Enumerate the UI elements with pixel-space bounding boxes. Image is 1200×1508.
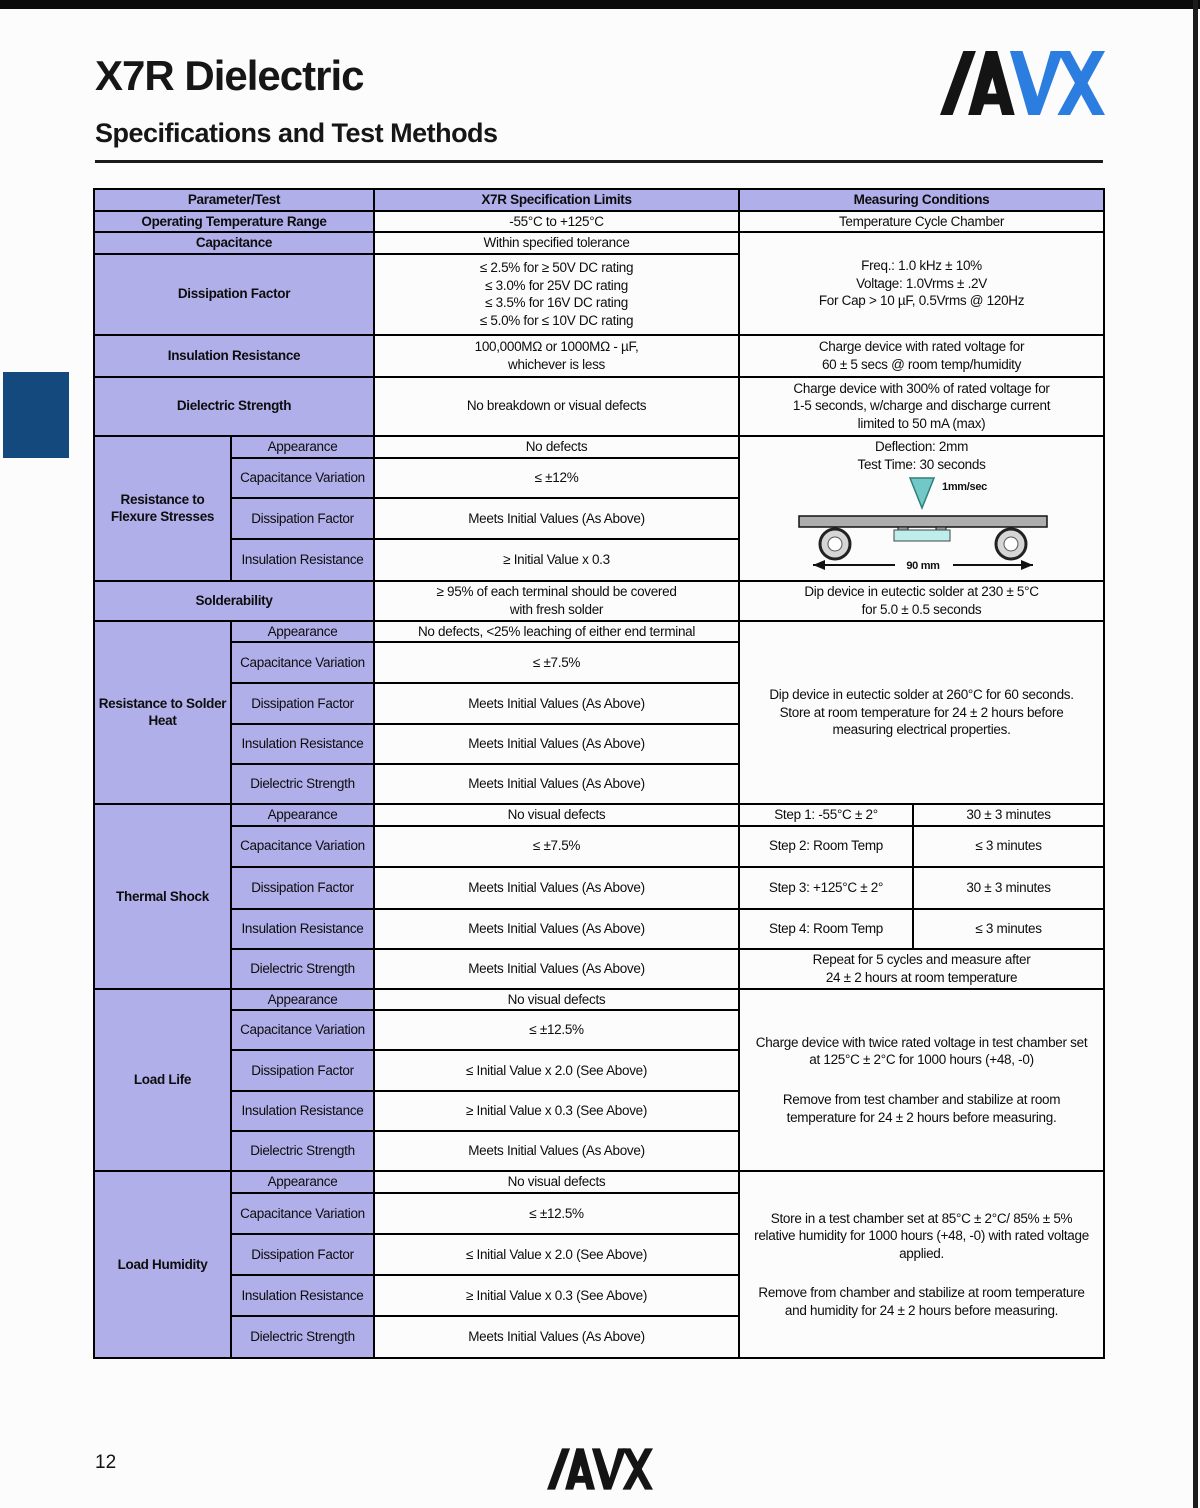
- cond-insulation-resistance: [739, 335, 1104, 377]
- spec-thermal-appearance: No visual defects: [374, 804, 739, 826]
- cond-flexure-line: Test Time: 30 seconds: [857, 456, 986, 472]
- param-solderability: Solderability: [94, 581, 374, 621]
- page-right-border: [1193, 0, 1198, 1508]
- cond-operating-temp: Temperature Cycle Chamber: [739, 211, 1104, 233]
- avx-logo-icon: [940, 50, 1105, 121]
- param-dissipation-factor: Dissipation Factor: [94, 254, 374, 335]
- cond-flexure: [739, 436, 1104, 581]
- col-header-parameter: Parameter/Test: [94, 189, 374, 211]
- param-operating-temp: Operating Temperature Range: [94, 211, 374, 233]
- sublabel-flexure-ir: Insulation Resistance: [231, 539, 374, 581]
- page-top-border: [0, 0, 1200, 9]
- sublabel-loadlife-df: Dissipation Factor: [231, 1050, 374, 1091]
- spec-ir-line: whichever is less: [508, 356, 605, 372]
- col-header-measuring: Measuring Conditions: [739, 189, 1104, 211]
- sublabel-loadhum-capvar: Capacitance Variation: [231, 1193, 374, 1234]
- row-thermal-df: [94, 867, 1104, 909]
- sublabel-thermal-df: Dissipation Factor: [231, 867, 374, 909]
- cond-solderability-line: for 5.0 ± 0.5 seconds: [861, 601, 982, 617]
- cond-thermal-time2: ≤ 3 minutes: [913, 826, 1104, 867]
- page-number: 12: [95, 1452, 117, 1473]
- spec-operating-temp: -55°C to +125°C: [374, 211, 739, 233]
- param-load-life: Load Life: [94, 989, 231, 1172]
- spec-solderheat-ir: Meets Initial Values (As Above): [374, 724, 739, 764]
- page-subtitle: Specifications and Test Methods: [95, 118, 498, 148]
- cond-thermal-note-line: 24 ± 2 hours at room temperature: [825, 969, 1018, 985]
- spec-loadhum-capvar: ≤ ±12.5%: [374, 1193, 739, 1234]
- cond-capacitance-df: [739, 232, 1104, 335]
- diagram-span-label: 90 mm: [905, 560, 940, 573]
- row-thermal-capvar: [94, 826, 1104, 867]
- avx-footer-logo-icon: [547, 1448, 653, 1495]
- sublabel-thermal-appearance: Appearance: [231, 804, 374, 826]
- row-thermal-ir: [94, 909, 1104, 949]
- cond-thermal-note: [739, 949, 1104, 989]
- spec-loadlife-df: ≤ Initial Value x 2.0 (See Above): [374, 1050, 739, 1091]
- sublabel-thermal-capvar: Capacitance Variation: [231, 826, 374, 867]
- spec-loadlife-ir: ≥ Initial Value x 0.3 (See Above): [374, 1091, 739, 1131]
- spec-solderability-line: ≥ 95% of each terminal should be covered: [436, 584, 677, 600]
- cond-flexure-text: [743, 438, 1100, 474]
- spec-thermal-ir: Meets Initial Values (As Above): [374, 909, 739, 949]
- cond-df-line: For Cap > 10 µF, 0.5Vrms @ 120Hz: [818, 293, 1025, 309]
- sublabel-loadhum-appearance: Appearance: [231, 1171, 374, 1193]
- cond-thermal-step1: Step 1: -55°C ± 2°: [739, 804, 913, 826]
- cond-thermal-time1: 30 ± 3 minutes: [913, 804, 1104, 826]
- col-header-spec-limits: X7R Specification Limits: [374, 189, 739, 211]
- spec-solderability-line: with fresh solder: [509, 601, 604, 617]
- param-insulation-resistance: Insulation Resistance: [94, 335, 374, 377]
- spec-flexure-appearance: No defects: [374, 436, 739, 458]
- cond-thermal-step2: Step 2: Room Temp: [739, 826, 913, 867]
- spec-loadhum-ir: ≥ Initial Value x 0.3 (See Above): [374, 1275, 739, 1316]
- row-thermal-ds: [94, 949, 1104, 989]
- sublabel-loadlife-capvar: Capacitance Variation: [231, 1010, 374, 1050]
- cond-thermal-time4: ≤ 3 minutes: [913, 909, 1104, 949]
- spec-solderheat-capvar: ≤ ±7.5%: [374, 642, 739, 683]
- specifications-table: [93, 188, 1105, 1359]
- spec-thermal-capvar: ≤ ±7.5%: [374, 826, 739, 867]
- param-thermal-shock: Thermal Shock: [94, 804, 231, 989]
- sublabel-solderheat-capvar: Capacitance Variation: [231, 642, 374, 683]
- row-flexure-appearance: [94, 436, 1104, 458]
- sublabel-solderheat-appearance: Appearance: [231, 621, 374, 643]
- row-dielectric-strength: [94, 377, 1104, 436]
- sublabel-loadhum-ir: Insulation Resistance: [231, 1275, 374, 1316]
- cond-thermal-note-line: Repeat for 5 cycles and measure after: [812, 952, 1031, 968]
- cond-loadlife-para: Charge device with twice rated voltage in test chamber set at 125°C ± 2°C for 1000 hours (+48, -0): [755, 1034, 1088, 1068]
- cond-load-life: [739, 989, 1104, 1172]
- sublabel-flexure-df: Dissipation Factor: [231, 498, 374, 539]
- cond-thermal-step3: Step 3: +125°C ± 2°: [739, 867, 913, 909]
- title-rule: [95, 160, 1103, 163]
- spec-df-line: ≤ 2.5% for ≥ 50V DC rating: [479, 260, 634, 276]
- row-capacitance: [94, 232, 1104, 254]
- section-index-tab: [3, 372, 69, 458]
- sublabel-thermal-ds: Dielectric Strength: [231, 949, 374, 989]
- spec-loadlife-capvar: ≤ ±12.5%: [374, 1010, 739, 1050]
- sublabel-solderheat-ir: Insulation Resistance: [231, 724, 374, 764]
- row-operating-temp-range: [94, 211, 1104, 233]
- spec-solderheat-df: Meets Initial Values (As Above): [374, 683, 739, 724]
- cond-loadhum-para: Store in a test chamber set at 85°C ± 2°C/ 85% ± 5% relative humidity for 1000 hours (+48, -0) with rated voltage applied.: [754, 1210, 1089, 1261]
- diagram-rate-label: 1mm/sec: [941, 481, 987, 494]
- cond-ds-line: limited to 50 mA (max): [857, 415, 986, 431]
- spec-solderheat-appearance: No defects, <25% leaching of either end terminal: [374, 621, 739, 643]
- row-solderability: [94, 581, 1104, 621]
- flexure-test-diagram: [767, 474, 1077, 574]
- spec-loadlife-ds: Meets Initial Values (As Above): [374, 1131, 739, 1171]
- spec-loadhum-appearance: No visual defects: [374, 1171, 739, 1193]
- sublabel-flexure-appearance: Appearance: [231, 436, 374, 458]
- spec-dissipation-factor: [374, 254, 739, 335]
- sublabel-loadlife-ir: Insulation Resistance: [231, 1091, 374, 1131]
- cond-solderability-line: Dip device in eutectic solder at 230 ± 5°C: [804, 584, 1039, 600]
- cond-ds-line: 1-5 seconds, w/charge and discharge current: [792, 398, 1051, 414]
- spec-df-line: ≤ 3.0% for 25V DC rating: [485, 277, 628, 293]
- cond-ir-line: 60 ± 5 secs @ room temp/humidity: [821, 356, 1022, 372]
- spec-flexure-ir: ≥ Initial Value x 0.3: [374, 539, 739, 581]
- param-dielectric-strength: Dielectric Strength: [94, 377, 374, 436]
- param-flexure: Resistance to Flexure Stresses: [94, 436, 231, 581]
- cond-dielectric-strength: [739, 377, 1104, 436]
- table-header-row: [94, 189, 1104, 211]
- row-thermal-appearance: [94, 804, 1104, 826]
- spec-solderheat-ds: Meets Initial Values (As Above): [374, 764, 739, 804]
- spec-insulation-resistance: [374, 335, 739, 377]
- spec-thermal-ds: Meets Initial Values (As Above): [374, 949, 739, 989]
- spec-capacitance: Within specified tolerance: [374, 232, 739, 254]
- sublabel-solderheat-df: Dissipation Factor: [231, 683, 374, 724]
- sublabel-loadlife-ds: Dielectric Strength: [231, 1131, 374, 1171]
- row-solderheat-appearance: [94, 621, 1104, 643]
- spec-flexure-df: Meets Initial Values (As Above): [374, 498, 739, 539]
- cond-thermal-time3: 30 ± 3 minutes: [913, 867, 1104, 909]
- row-loadhum-appearance: [94, 1171, 1104, 1193]
- param-load-humidity: Load Humidity: [94, 1171, 231, 1358]
- cond-solderability: [739, 581, 1104, 621]
- cond-flexure-line: Deflection: 2mm: [875, 438, 969, 454]
- sublabel-thermal-ir: Insulation Resistance: [231, 909, 374, 949]
- cond-df-line: Freq.: 1.0 kHz ± 10%: [861, 258, 982, 274]
- spec-thermal-df: Meets Initial Values (As Above): [374, 867, 739, 909]
- cond-loadlife-para: Remove from test chamber and stabilize at room temperature for 24 ± 2 hours before measuring.: [782, 1091, 1061, 1125]
- spec-df-line: ≤ 3.5% for 16V DC rating: [485, 295, 628, 311]
- cond-thermal-step4: Step 4: Room Temp: [739, 909, 913, 949]
- sublabel-loadhum-df: Dissipation Factor: [231, 1234, 374, 1275]
- spec-solderability: [374, 581, 739, 621]
- sublabel-flexure-capvar: Capacitance Variation: [231, 458, 374, 499]
- row-insulation-resistance: [94, 335, 1104, 377]
- sublabel-solderheat-ds: Dielectric Strength: [231, 764, 374, 804]
- cond-ir-line: Charge device with rated voltage for: [818, 339, 1025, 355]
- spec-loadhum-df: ≤ Initial Value x 2.0 (See Above): [374, 1234, 739, 1275]
- sublabel-loadlife-appearance: Appearance: [231, 989, 374, 1011]
- spec-ir-line: 100,000MΩ or 1000MΩ - µF,: [474, 339, 639, 355]
- cond-solder-heat: Dip device in eutectic solder at 260°C for 60 seconds. Store at room temperature for 24 ± 2 hours before measuring electrical properties.: [739, 621, 1104, 805]
- spec-loadlife-appearance: No visual defects: [374, 989, 739, 1011]
- sublabel-loadhum-ds: Dielectric Strength: [231, 1316, 374, 1358]
- param-capacitance: Capacitance: [94, 232, 374, 254]
- spec-flexure-capvar: ≤ ±12%: [374, 458, 739, 499]
- cond-ds-line: Charge device with 300% of rated voltage for: [793, 380, 1050, 396]
- cond-loadhum-para: Remove from chamber and stabilize at room temperature and humidity for 24 ± 2 hours before measuring.: [758, 1285, 1085, 1318]
- cond-load-humidity: [739, 1171, 1104, 1358]
- row-loadlife-appearance: [94, 989, 1104, 1011]
- spec-df-line: ≤ 5.0% for ≤ 10V DC rating: [479, 312, 634, 328]
- cond-df-line: Voltage: 1.0Vrms ± .2V: [856, 275, 987, 291]
- param-solder-heat: Resistance to Solder Heat: [94, 621, 231, 805]
- page-title: X7R Dielectric: [95, 52, 364, 99]
- spec-loadhum-ds: Meets Initial Values (As Above): [374, 1316, 739, 1358]
- spec-dielectric-strength: No breakdown or visual defects: [374, 377, 739, 436]
